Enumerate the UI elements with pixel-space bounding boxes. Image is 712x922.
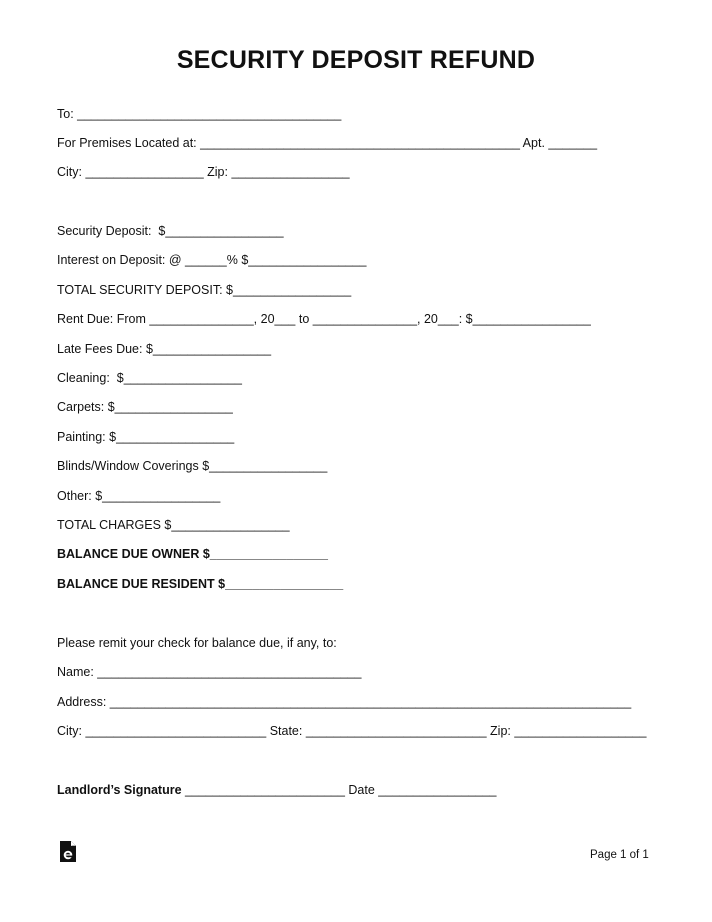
total-charges-field[interactable]: TOTAL CHARGES $_________________ bbox=[57, 518, 290, 532]
remit-instructions: Please remit your check for balance due, if any, to: bbox=[57, 636, 337, 650]
landlord-signature-label: Landlord’s Signature bbox=[57, 783, 182, 797]
date-label: Date bbox=[348, 783, 375, 797]
etemplates-logo-icon bbox=[59, 841, 77, 863]
city-zip-field[interactable]: City: _________________ Zip: _________________ bbox=[57, 165, 350, 179]
cleaning-field[interactable]: Cleaning: $_________________ bbox=[57, 371, 242, 385]
rent-due-field[interactable]: Rent Due: From _______________, 20___ to _______________, 20___: $_________________ bbox=[57, 312, 591, 326]
other-field[interactable]: Other: $_________________ bbox=[57, 489, 221, 503]
to-field[interactable]: To: ______________________________________ bbox=[57, 107, 342, 121]
date-line[interactable]: _________________ bbox=[374, 783, 497, 797]
landlord-signature-line[interactable]: _______________________ bbox=[181, 783, 349, 797]
late-fees-field[interactable]: Late Fees Due: $_________________ bbox=[57, 342, 272, 356]
interest-field[interactable]: Interest on Deposit: @ ______% $_________________ bbox=[57, 253, 367, 267]
page-number: Page 1 of 1 bbox=[590, 849, 649, 861]
address-field[interactable]: Address: ___________________________________________________________________________ bbox=[57, 695, 632, 709]
signature-row bbox=[57, 782, 496, 798]
premises-field[interactable]: For Premises Located at: ______________________________________________ Apt. _______ bbox=[57, 136, 598, 150]
carpets-field[interactable]: Carpets: $_________________ bbox=[57, 400, 233, 414]
balance-due-resident-field[interactable]: BALANCE DUE RESIDENT $_________________ bbox=[57, 577, 344, 591]
total-security-deposit-field[interactable]: TOTAL SECURITY DEPOSIT: $_________________ bbox=[57, 283, 352, 297]
blinds-field[interactable]: Blinds/Window Coverings $_________________ bbox=[57, 459, 328, 473]
balance-due-owner-field[interactable]: BALANCE DUE OWNER $_________________ bbox=[57, 547, 328, 561]
city-state-zip-field[interactable]: City: __________________________ State: __________________________ Zip: ___________________ bbox=[57, 724, 647, 738]
security-deposit-field[interactable]: Security Deposit: $_________________ bbox=[57, 224, 284, 238]
document-title: SECURITY DEPOSIT REFUND bbox=[176, 46, 536, 74]
name-field[interactable]: Name: ______________________________________ bbox=[57, 665, 362, 679]
painting-field[interactable]: Painting: $_________________ bbox=[57, 430, 235, 444]
